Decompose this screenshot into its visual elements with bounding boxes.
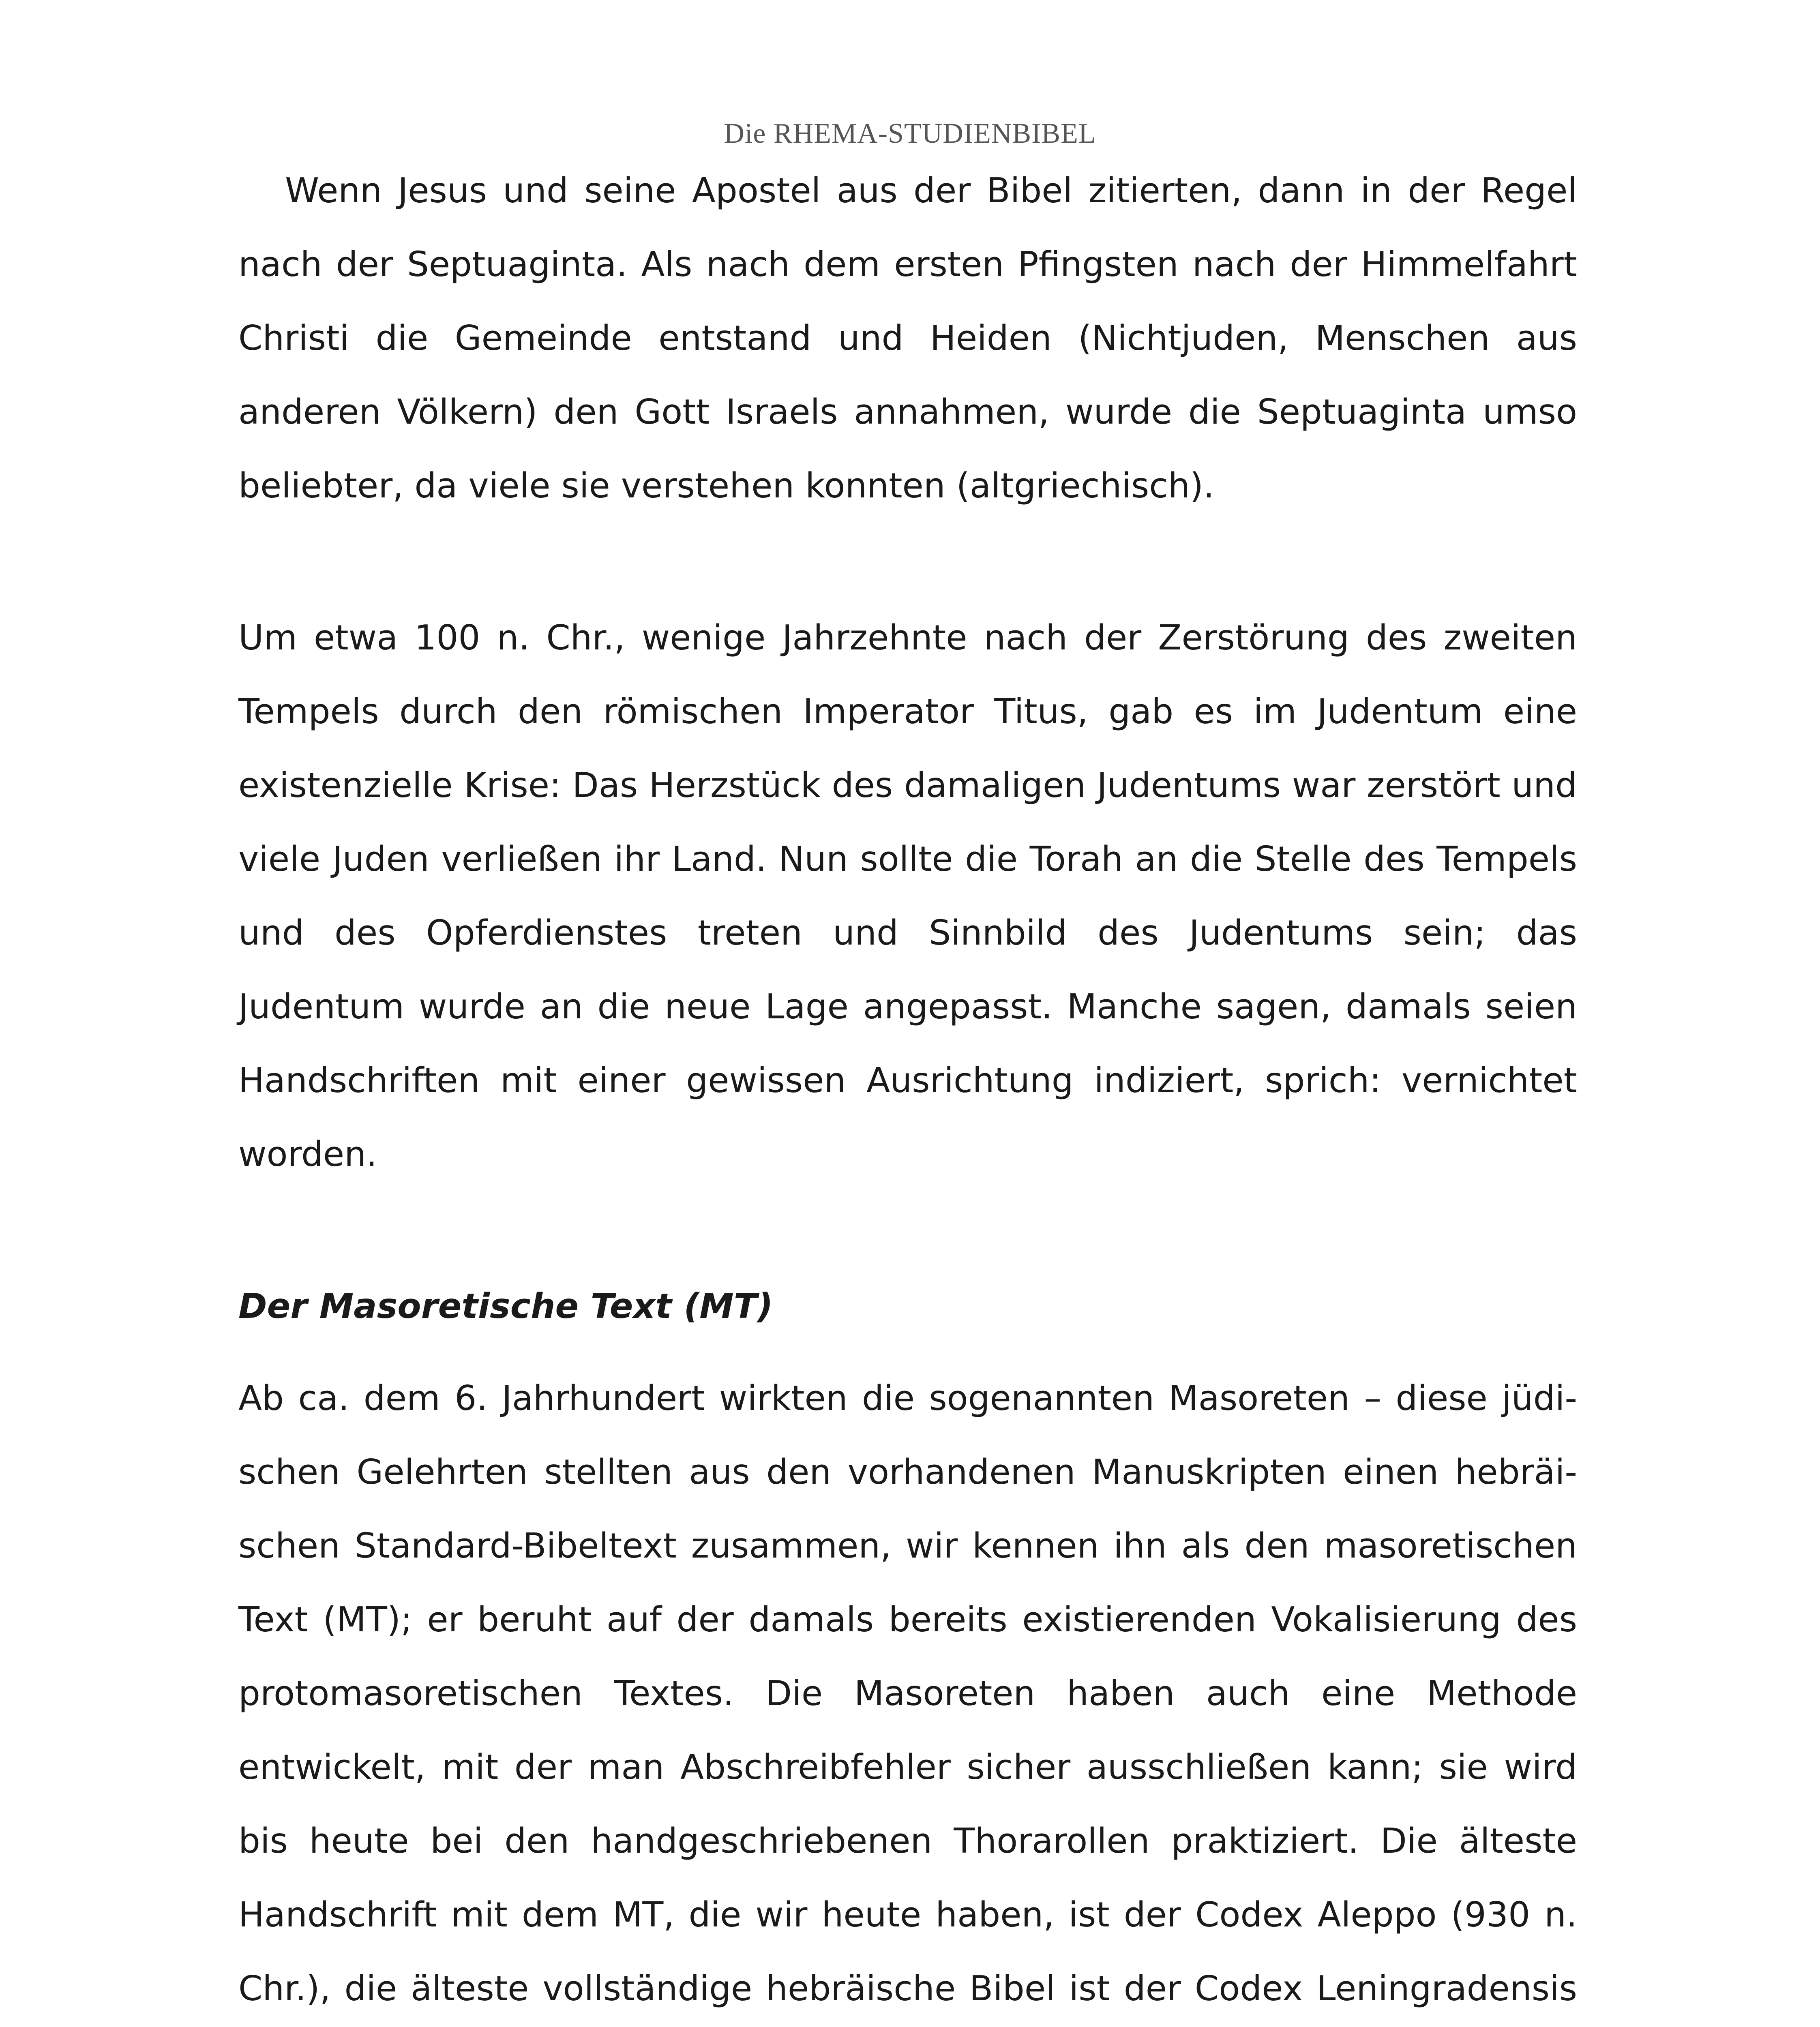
page-body xyxy=(238,154,1577,2027)
paragraph-judentum-krise: Um etwa 100 n. Chr., wenige Jahrzehnte nach der Zerstörung des zweiten Tempels durch den römischen Imperator Titus, gab es im Judentum eine existenzielle Krise: Das Herzstück des damaligen Judentums war zerstört und viele Juden verließen ihr Land. Nun sollte die Torah an die Stelle des Tempels und des Opferdienstes treten und Sinnbild des Judentums sein; das Judentum wurde an die neue Lage angepasst. Manche sagen, damals seien Handschriften mit einer gewissen Ausrichtung indiziert, sprich: vernichtet worden. xyxy=(238,618,1577,1174)
paragraph-septuaginta: Wenn Jesus und seine Apostel aus der Bibel zitierten, dann in der Regel nach der Septuaginta. Als nach dem ersten Pfingsten nach der Himmelfahrt Christi die Gemeinde entstand und Heiden (Nichtjuden, Menschen aus anderen Völkern) den Gott Israels annahmen, wurde die Septuaginta umso beliebter, da viele sie verstehen konnten (altgriechisch). xyxy=(238,171,1577,506)
running-header: Die RHEMA-STUDIENBIBEL xyxy=(724,118,1096,149)
paragraph-masoreten: Ab ca. dem 6. Jahrhundert wirkten die sogenannten Masoreten – diese jüdischen Gelehrten stellten aus den vorhandenen Manuskripten einen hebräischen Standard-Bibeltext zusammen, wir kennen ihn als den masoretischen Text (MT); er beruht auf der damals bereits existierenden Vokalisierung des protomasoretischen Textes. Die Masoreten haben auch eine Methode entwickelt, mit der man Abschreibfehler sicher ausschließen kann; sie wird bis heute bei den handgeschriebenen Thorarollen praktiziert. Die älteste Handschrift mit dem MT, die wir heute haben, ist der Codex Aleppo (930 n. Chr.), die älteste vollständige hebräische Bibel ist der Codex Leningradensis xyxy=(238,1378,1577,2009)
section-heading-masoretischer-text: Der Masoretische Text (MT) xyxy=(238,1286,773,1326)
